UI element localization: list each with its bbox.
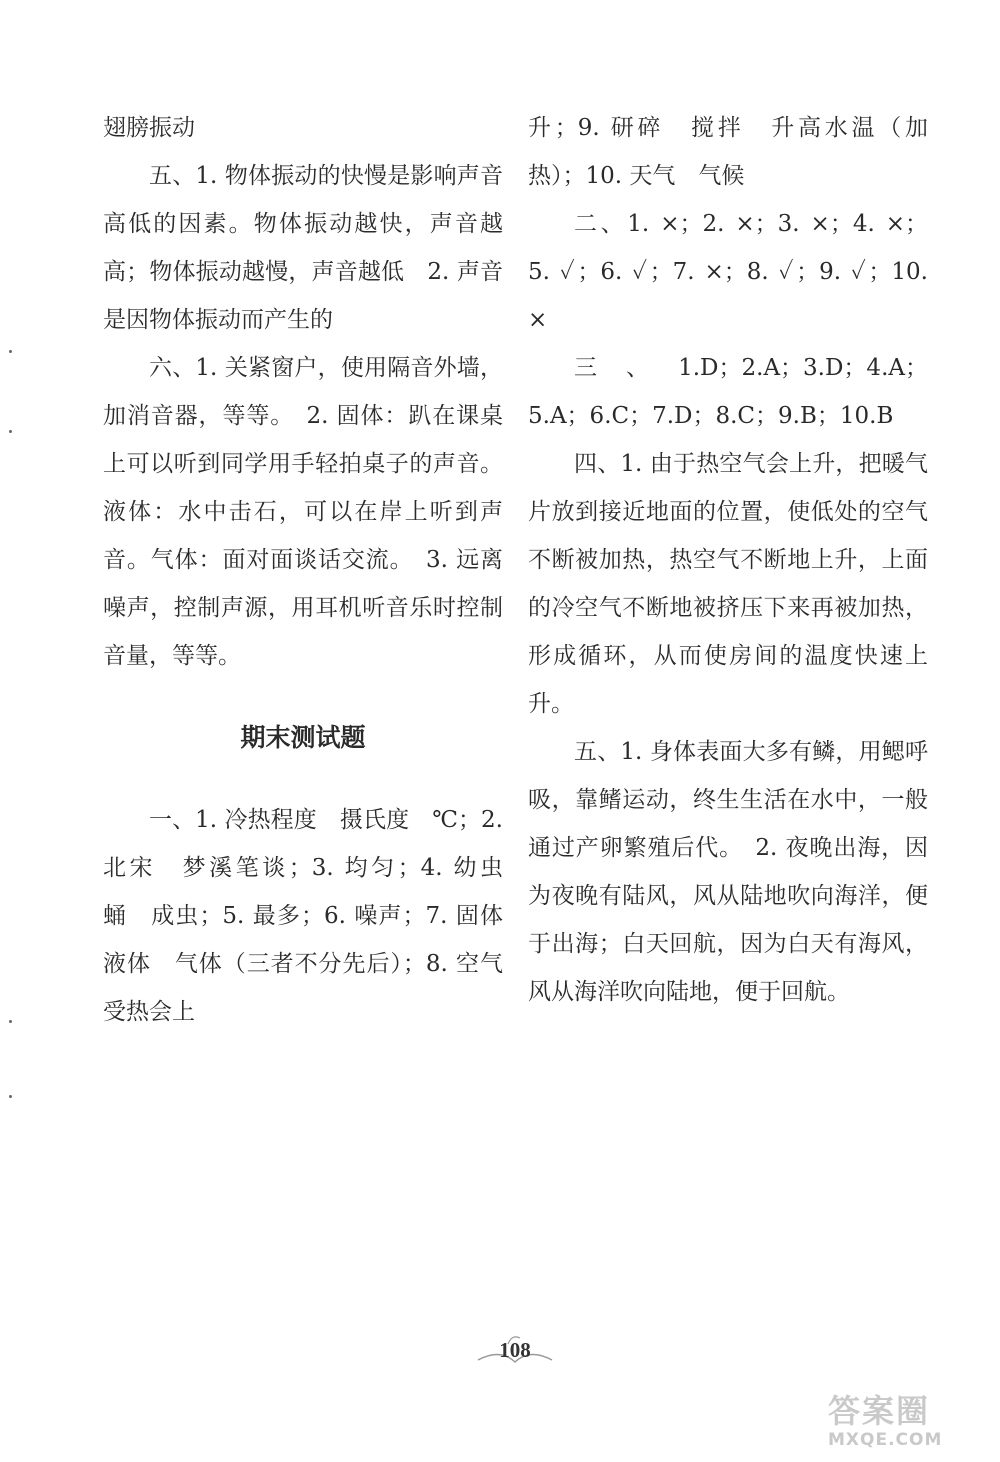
margin-dot [9,350,12,353]
paragraph: 翅膀振动 [103,115,195,141]
watermark [828,1392,993,1454]
paragraph: 四、1. 由于热空气会上升，把暖气片放到接近地面的位置，使低处的空气不断被加热，热空气不断地上升，上面的冷空气不断地被挤压下来再被加热，形成循环，从而使房间的温度快速上升。 [528,451,928,717]
paragraph: 六、1. 关紧窗户，使用隔音外墙，加消音器，等等。 2. 固体：趴在课桌上可以听到同学用手轻拍桌子的声音。液体：水中击石，可以在岸上听到声音。气体：面对面谈话交流。 3. 远离噪声，控制声源，用耳机听音乐时控制音量，等等。 [103,355,503,669]
watermark-logo: 答案圈 [828,1392,931,1430]
paragraph: 五、1. 身体表面大多有鳞，用鳃呼吸，靠鳍运动，终生生活在水中，一般通过产卵繁殖后代。 2. 夜晚出海，因为夜晚有陆风，风从陆地吹向海洋，便于出海；白天回航，因为白天有海风，风从海洋吹向陆地，便于回航。 [528,739,928,1005]
paragraph: 二、1. ×；2. ×；3. ×；4. ×；5. ✓；6. ✓；7. ×；8. ✓；9. ✓；10. × [528,211,928,333]
margin-dot [9,1095,12,1098]
paragraph: 三、1.D；2.A；3.D；4.A；5.A；6.C；7.D；8.C；9.B；10.B [528,355,928,429]
page-number-text: 108 [499,1338,531,1362]
margin-dot [9,1020,12,1023]
section-heading: 期末测试题 [240,723,366,752]
right-column [528,104,928,1016]
paragraph: 升；9. 研碎 搅拌 升高水温（加热）；10. 天气 气候 [528,115,928,189]
paragraph: 一、1. 冷热程度 摄氏度 ℃；2. 北宋 梦溪笔谈；3. 均匀；4. 幼虫 蛹 成虫；5. 最多；6. 噪声；7. 固体 液体 气体（三者不分先后）；8. 空气受热会上 [103,807,526,1025]
left-column [103,104,526,1036]
watermark-url: MXQE.COM [828,1430,943,1450]
paragraph: 五、1. 物体振动的快慢是影响声音高低的因素。物体振动越快，声音越高；物体振动越慢，声音越低 2. 声音是因物体振动而产生的 [103,163,503,333]
margin-dot [9,430,12,433]
page-number [470,1330,560,1370]
